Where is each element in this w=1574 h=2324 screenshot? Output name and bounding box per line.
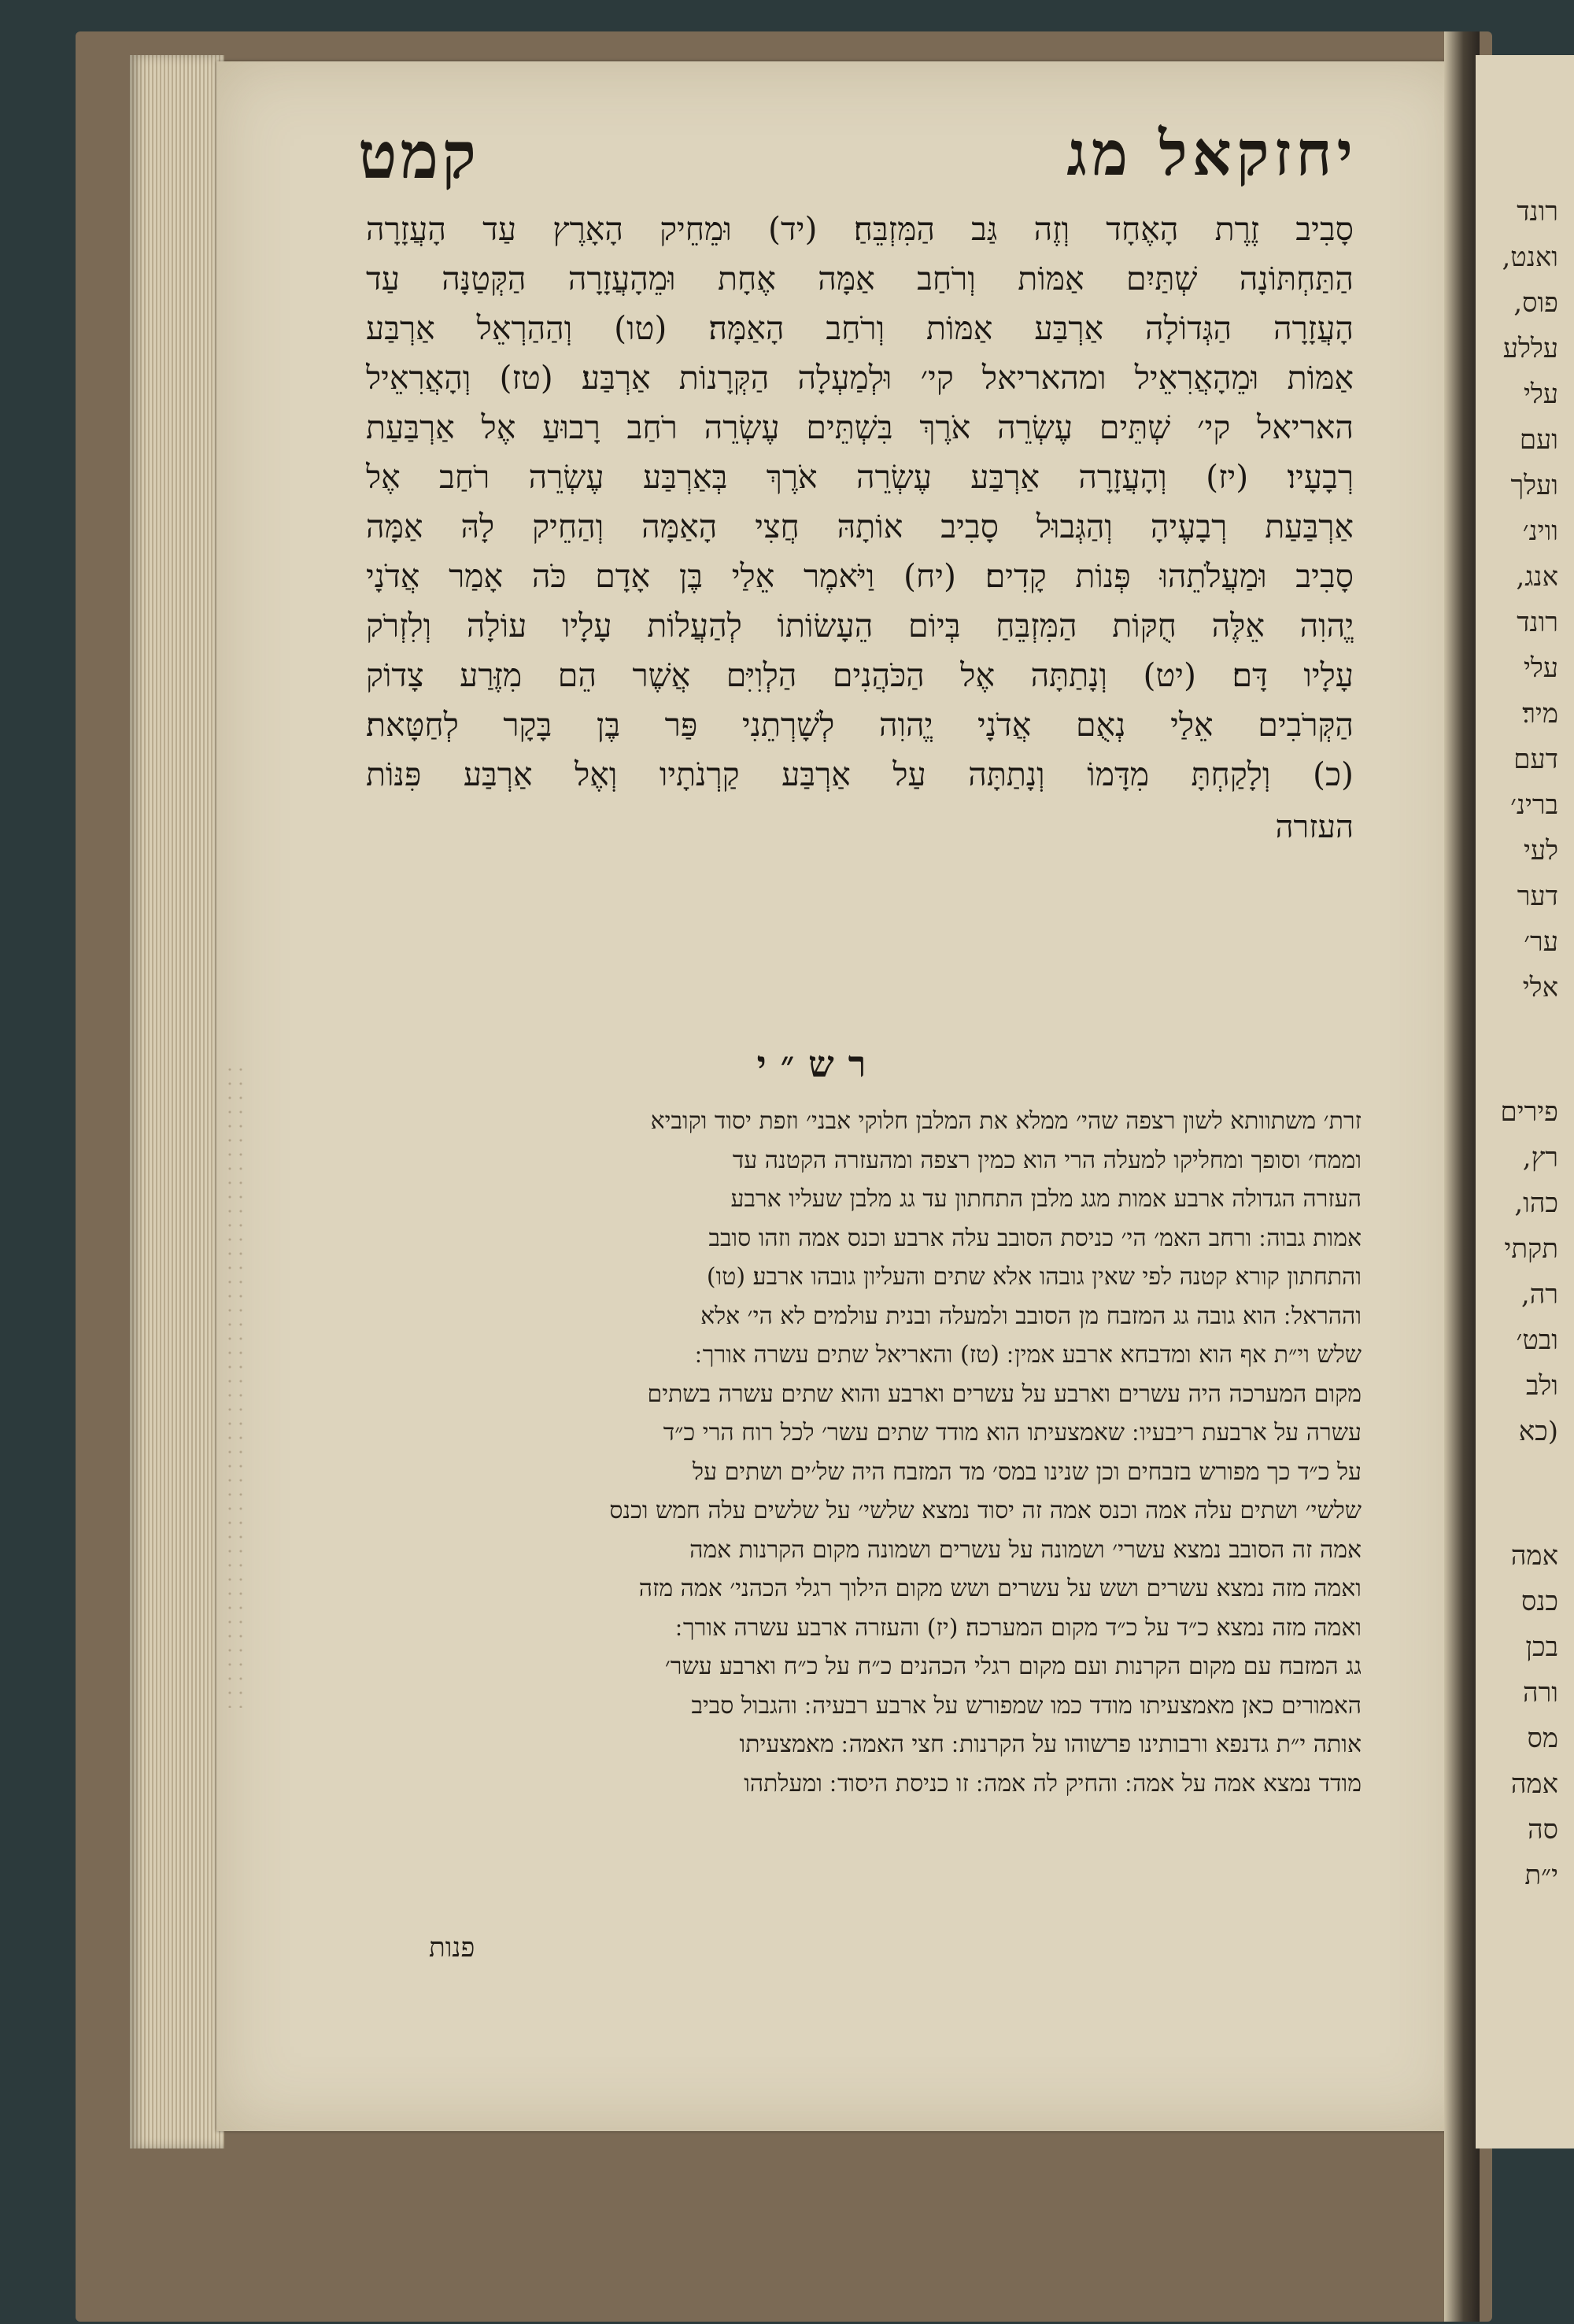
scripture-line: אַרְבַּעַת רְבָעֶיהָ וְהַגְּבוּל סָבִיב אוֹתָהּ חֲצִי הָאַמָּה וְהַחֵיק לָהּ אַמָּה: [366, 508, 1354, 545]
scripture-line: הַקְּרֹבִים אֵלַי נְאֻם אֲדֹנָי יֱהוִה לְשָׁרְתֵנִי פַּר בֶּן בָּקָר לְחַטָּאת׃: [366, 706, 1354, 744]
facing-fragment: רונד: [1517, 607, 1558, 638]
scripture-line: סָבִיב וּמַעֲלֹתֵהוּ פְּנוֹת קָדִים׃ (יח) וַיֹּאמֶר אֵלַי בֶּן אָדָם כֹּה אָמַר אֲדֹנָי: [366, 557, 1354, 595]
facing-fragment: ובט׳: [1516, 1325, 1558, 1356]
facing-fragment: כהו,: [1514, 1188, 1558, 1219]
facing-fragment: ועם: [1519, 424, 1558, 456]
scripture-line: רְבָעָיו׃ (יז) וְהָעֲזָרָה אַרְבַּע עֶשְׂרֵה אֹרֶךְ בְּאַרְבַּע עֶשְׂרֵה רֹחַב אֶל: [366, 458, 1354, 496]
facing-fragment: פירים: [1500, 1096, 1558, 1128]
commentary-line: והתחתון קורא קטנה לפי שאין גובהו אלא שתים והעליון גובהו ארבע׃ (טו): [706, 1263, 1362, 1291]
facing-fragment: עלי: [1523, 652, 1558, 684]
commentary-line: ואמה מזה נמצא עשרים ושש על עשרים ושש מקום הילוך רגלי הכהני׳ אמה מזה: [638, 1575, 1362, 1602]
facing-page-text: [1500, 189, 1558, 1898]
commentary-line: מקום המערכה היה עשרים וארבע על עשרים וארבע והוא שתים עשרה בשתים: [647, 1380, 1362, 1408]
scripture-text: [366, 205, 1354, 855]
facing-fragment: רה,: [1520, 1279, 1558, 1310]
commentary-line: עשרה על ארבעת ריבעיו ׃ שאמצעיתו הוא מודד שתים עשר׳ לכל רוח הרי כ״ד: [663, 1419, 1362, 1446]
facing-page: [1476, 55, 1574, 2148]
commentary-line: האמורים כאן מאמצעיתו מודד כמו שמפורש על ארבע רבעיה ׃ והגבול סביב: [691, 1691, 1362, 1720]
facing-fragment: אלי: [1522, 972, 1558, 1003]
scripture-line: הַתַּחְתּוֹנָה שְׁתַּיִם אַמּוֹת וְרֹחַב אַמָּה אֶחָת וּמֵהָעֲזָרָה הַקְּטַנָּה עַד: [366, 260, 1354, 297]
facing-fragment: ער׳: [1524, 926, 1558, 958]
scripture-line: יֱהוִה אֵלֶּה חֻקּוֹת הַמִּזְבֵּחַ בְּיוֹם הֵעָשׂוֹתוֹ לְהַעֲלוֹת עָלָיו עוֹלָה וְלִזְרֹק: [366, 607, 1354, 645]
facing-fragment: (כא: [1518, 1416, 1558, 1447]
facing-fragment: ואנט,: [1502, 242, 1558, 273]
facing-fragment: רץ,: [1522, 1142, 1558, 1173]
facing-fragment: ורה: [1523, 1677, 1558, 1709]
commentary-line: ואמה מזה נמצא כ״ד על כ״ד מקום המערכה׃ (יז) והעזרה ארבע עשרה אורך ׃: [675, 1613, 1362, 1642]
running-header: [358, 118, 1358, 212]
commentary-line: שלשי׳ ושתים עלה אמה וכנס אמה זה יסוד נמצא שלשי׳ על שלשים עלה חמש וכנס: [609, 1497, 1362, 1524]
facing-fragment: סה: [1528, 1814, 1558, 1846]
facing-fragment: עלי: [1523, 379, 1558, 410]
facing-fragment: כנס: [1520, 1586, 1558, 1617]
facing-fragment: רונד: [1517, 196, 1558, 227]
scripture-catchword: העזרה: [1275, 809, 1354, 845]
scripture-line: (כ) וְלָקַחְתָּ מִדָּמוֹ וְנָתַתָּה עַל אַרְבַּע קַרְנֹתָיו וְאֶל אַרְבַּע פִּנּוֹת: [366, 756, 1354, 793]
commentary-line: אותה י״ת גדנפא ורבותינו פרשוהו על הקרנות ׃ חצי האמה ׃ מאמצעיתו: [739, 1731, 1362, 1758]
commentary-line: וההראל ׃ הוא גובה גג המזבח מן הסובב ולמעלה ובנית עולמים לא הי׳ אלא: [700, 1302, 1362, 1330]
scripture-line: סָבִיב זֶרֶת הָאֶחָד וְזֶה גַּב הַמִּזְבֵּחַ׃ (יד) וּמֵחֵיק הָאָרֶץ עַד הָעֲזָרָה: [366, 210, 1354, 248]
commentary-line: אמה זה הסובב נמצא עשרי׳ ושמונה על עשרים ושמונה מקום הקרנות אמה: [689, 1535, 1362, 1564]
facing-fragment: ועלך: [1510, 470, 1558, 501]
scripture-line: האריאל קי׳ שְׁתֵּים עֶשְׂרֵה אֹרֶךְ בִּשְׁתֵּים עֶשְׂרֵה רֹחַב רָבוּעַ אֶל אַרְבַּעַת: [366, 408, 1354, 446]
facing-fragment: אמה: [1510, 1768, 1558, 1800]
scripture-line: עָלָיו דָּם׃ (יט) וְנָתַתָּה אֶל הַכֹּהֲנִים הַלְוִיִּם אֲשֶׁר הֵם מִזֶּרַע צָדוֹק: [366, 656, 1354, 694]
commentary-line: וממח׳ וסופך ומחליקו למעלה הרי הוא כמין רצפה ומהעזרה הקטנה עד: [732, 1146, 1362, 1174]
book-gutter: [1444, 31, 1480, 2322]
facing-fragment: אמה: [1510, 1540, 1558, 1572]
page-edges: [130, 55, 224, 2148]
facing-fragment: ולב: [1526, 1370, 1558, 1402]
facing-fragment: לעי: [1523, 835, 1558, 866]
commentary-title: רש״י: [756, 1043, 881, 1085]
scripture-line: אַמּוֹת וּמֵהָאֲרִאֵיל ומהאריאל קי׳ וּלְמַעְלָה הַקְּרָנוֹת אַרְבַּע׃ (טז) וְהָאֲרִאֵיל: [366, 359, 1354, 397]
facing-fragment: ווינ׳: [1522, 515, 1558, 547]
book-chapter-title: יחזקאל מג: [1066, 118, 1358, 190]
commentary-line: מודד נמצא אמה על אמה ׃ והחיק לה אמה ׃ זו כניסת היסוד ׃ ומעלתהו: [744, 1769, 1362, 1797]
facing-fragment: דער: [1517, 881, 1558, 912]
commentary-line: זרת׳ משתוותא לשון רצפה שהי׳ ממלא את המלבן חלוקי אבני׳ וזפת יסוד וקוביא: [650, 1107, 1362, 1135]
commentary-catchword: פנות: [429, 1932, 475, 1964]
facing-fragment: מיר׃: [1522, 698, 1558, 730]
commentary-line: העזרה הגדולה ארבע אמות מגג מלבן התחתון עד גג מלבן שעליו ארבע: [730, 1185, 1362, 1213]
facing-fragment: מס: [1527, 1723, 1558, 1754]
commentary-line: אמות גבוה ׃ ורחב האמ׳ הי׳ כניסת הסובב עלה ארבע וכנס אמה וזהו סובב: [708, 1224, 1362, 1252]
facing-fragment: י״ת: [1524, 1860, 1558, 1891]
facing-fragment: ברינ׳: [1510, 789, 1558, 821]
commentary-line: על כ״ד כך מפורש בזבחים וכן שנינו במס׳ מד המזבח היה של׳ים ושתים על: [693, 1458, 1362, 1486]
facing-fragment: תקתי: [1504, 1233, 1558, 1265]
commentary-text: [346, 1102, 1362, 1803]
facing-fragment: פוס,: [1513, 287, 1558, 319]
facing-fragment: עללע: [1502, 333, 1558, 364]
scripture-line: הָעֲזָרָה הַגְּדוֹלָה אַרְבַּע אַמּוֹת וְרֹחַב הָאַמָּה׃ (טו) וְהַהַרְאֵל אַרְבַּע: [366, 309, 1354, 347]
foxing-stains: [224, 1062, 248, 1708]
facing-fragment: דעם: [1513, 744, 1558, 775]
page-number: קמט: [358, 118, 480, 194]
facing-fragment: בכן: [1525, 1631, 1558, 1663]
facing-fragment: אנג,: [1516, 561, 1558, 593]
commentary-line: שלש וי״ת אף הוא ומדבחא ארבע אמין ׃ (טז) והאריאל שתים עשרה אורך ׃: [695, 1341, 1362, 1369]
commentary-line: גג המזבח עם מקום הקרנות ועם מקום רגלי הכהנים כ״ח על כ״ח וארבע עשר׳: [664, 1653, 1362, 1680]
